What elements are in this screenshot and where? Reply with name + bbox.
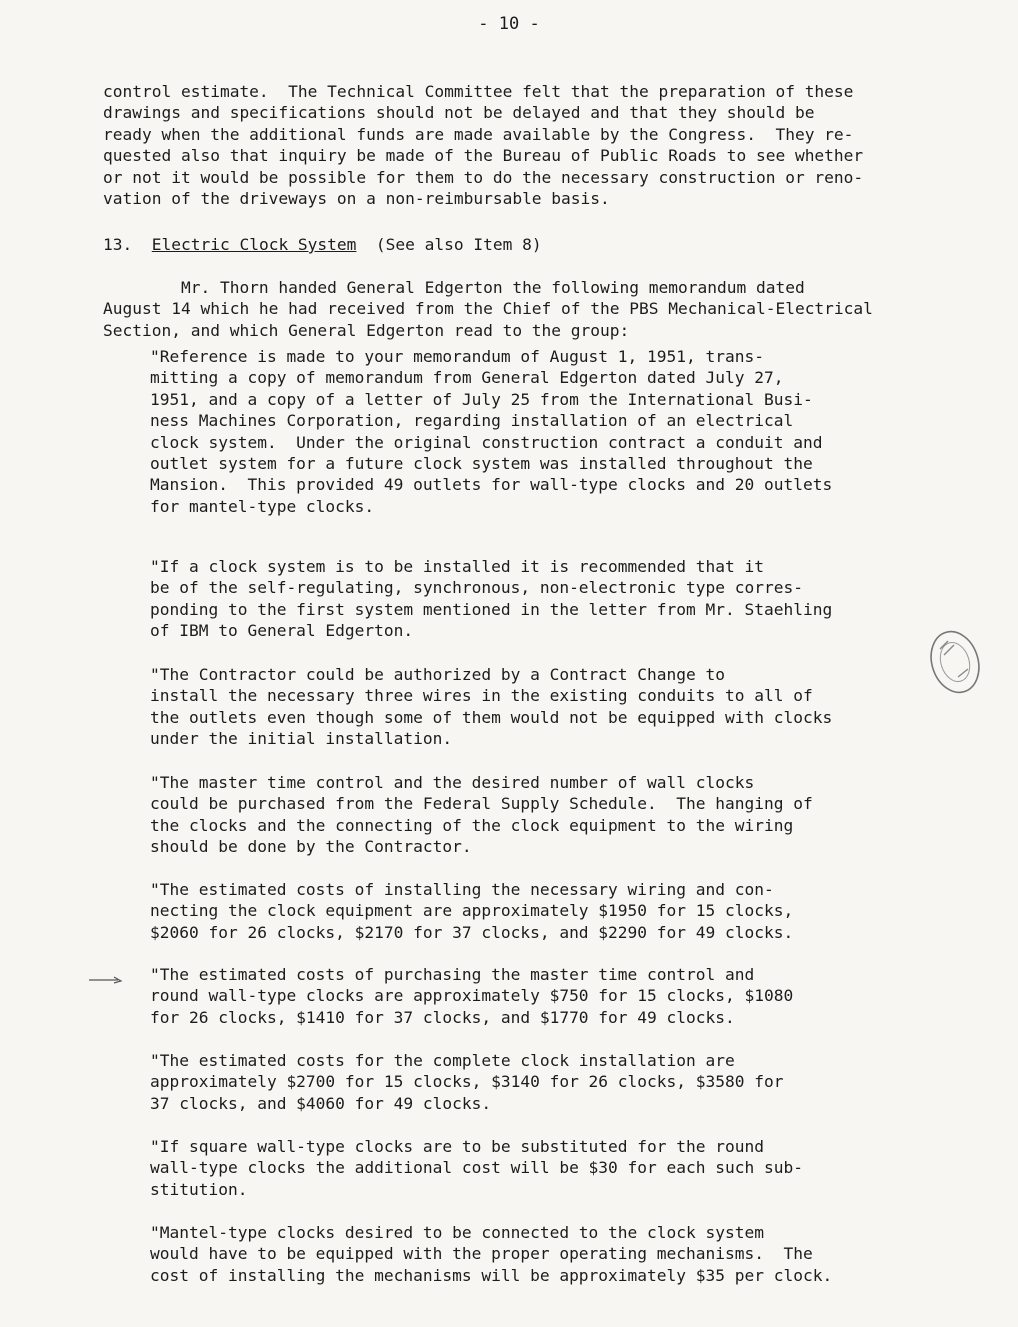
quoted-memo-line: stitution.	[150, 1179, 248, 1199]
quoted-memo-line: mitting a copy of memorandum from General Edgerton dated July 27,	[150, 368, 784, 388]
quoted-memo-line: "The estimated costs of installing the necessary wiring and con-	[150, 880, 774, 899]
quoted-memo-line: wall-type clocks the additional cost will be $30 for each such sub-	[150, 1158, 803, 1178]
quoted-memo-line: under the initial installation.	[150, 729, 453, 749]
quoted-memo-line: could be purchased from the Federal Supply Schedule. The hanging of	[150, 794, 813, 814]
quoted-memo-line: cost of installing the mechanisms will be approximately $35 per clock.	[150, 1265, 833, 1285]
quoted-memo-line: should be done by the Contractor.	[150, 837, 472, 857]
body-text-line: or not it would be possible for them to do the necessary construction or reno-	[103, 167, 864, 187]
section-number: 13.	[103, 235, 133, 254]
quoted-memo-line: for mantel-type clocks.	[150, 496, 375, 516]
quoted-memo-line: "If square wall-type clocks are to be substituted for the round	[150, 1137, 764, 1156]
body-text-line: August 14 which he had received from the Chief of the PBS Mechanical-Electrical	[103, 299, 873, 319]
quoted-memo-line: ponding to the first system mentioned in the letter from Mr. Staehling	[150, 599, 833, 619]
margin-arrow-mark	[88, 970, 124, 980]
quoted-memo-line: round wall-type clocks are approximately $750 for 15 clocks, $1080	[150, 986, 794, 1006]
quoted-memo-line: approximately $2700 for 15 clocks, $3140 for 26 clocks, $3580 for	[150, 1072, 784, 1092]
quoted-memo-line: ness Machines Corporation, regarding installation of an electrical	[150, 411, 794, 431]
page-number: - 10 -	[478, 14, 540, 34]
quoted-memo-line: "The Contractor could be authorized by a Contract Change to	[150, 665, 725, 684]
quoted-memo-line: clock system. Under the original construction contract a conduit and	[150, 432, 823, 452]
quoted-memo-line: "If a clock system is to be installed it is recommended that it	[150, 557, 764, 576]
body-text-line: vation of the driveways on a non-reimbursable basis.	[103, 189, 610, 208]
quoted-memo-line: would have to be equipped with the proper operating mechanisms. The	[150, 1244, 813, 1264]
library-stamp-icon	[928, 627, 982, 697]
quoted-memo-line: Mansion. This provided 49 outlets for wall-type clocks and 20 outlets	[150, 475, 833, 495]
quoted-memo-line: install the necessary three wires in the existing conduits to all of	[150, 686, 813, 706]
quoted-memo-line: 1951, and a copy of a letter of July 25 from the International Busi-	[150, 389, 813, 409]
quoted-memo-line: the outlets even though some of them would not be equipped with clocks	[150, 707, 833, 727]
body-text-line: Mr. Thorn handed General Edgerton the following memorandum dated	[103, 278, 805, 297]
quoted-memo-line: of IBM to General Edgerton.	[150, 621, 414, 641]
section-title: Electric Clock System	[151, 235, 357, 254]
quoted-memo-line: "The estimated costs of purchasing the master time control and	[150, 965, 755, 984]
quoted-memo-line: for 26 clocks, $1410 for 37 clocks, and $1770 for 49 clocks.	[150, 1007, 735, 1027]
quoted-memo-line: "The master time control and the desired number of wall clocks	[150, 773, 755, 792]
quoted-memo-line: outlet system for a future clock system was installed throughout the	[150, 454, 813, 473]
body-text-line: ready when the additional funds are made available by the Congress. They re-	[103, 124, 854, 144]
section-note: (See also Item 8)	[375, 235, 542, 254]
quoted-memo-line: the clocks and the connecting of the clock equipment to the wiring	[150, 815, 794, 835]
body-text-line: control estimate. The Technical Committee felt that the preparation of these	[103, 82, 854, 101]
quoted-memo-line: "Mantel-type clocks desired to be connected to the clock system	[150, 1223, 764, 1242]
quoted-memo-line: necting the clock equipment are approximately $1950 for 15 clocks,	[150, 901, 794, 921]
quoted-memo-line: "Reference is made to your memorandum of August 1, 1951, trans-	[150, 347, 764, 366]
quoted-memo-line: "The estimated costs for the complete clock installation are	[150, 1051, 735, 1070]
body-text-line: quested also that inquiry be made of the Bureau of Public Roads to see whether	[103, 146, 864, 166]
quoted-memo-line: $2060 for 26 clocks, $2170 for 37 clocks, and $2290 for 49 clocks.	[150, 922, 794, 942]
section-heading	[103, 234, 542, 255]
body-text-line: drawings and specifications should not be delayed and that they should be	[103, 103, 815, 123]
quoted-memo-line: be of the self-regulating, synchronous, non-electronic type corres-	[150, 578, 803, 598]
body-text-line: Section, and which General Edgerton read to the group:	[103, 320, 630, 340]
quoted-memo-line: 37 clocks, and $4060 for 49 clocks.	[150, 1093, 492, 1113]
